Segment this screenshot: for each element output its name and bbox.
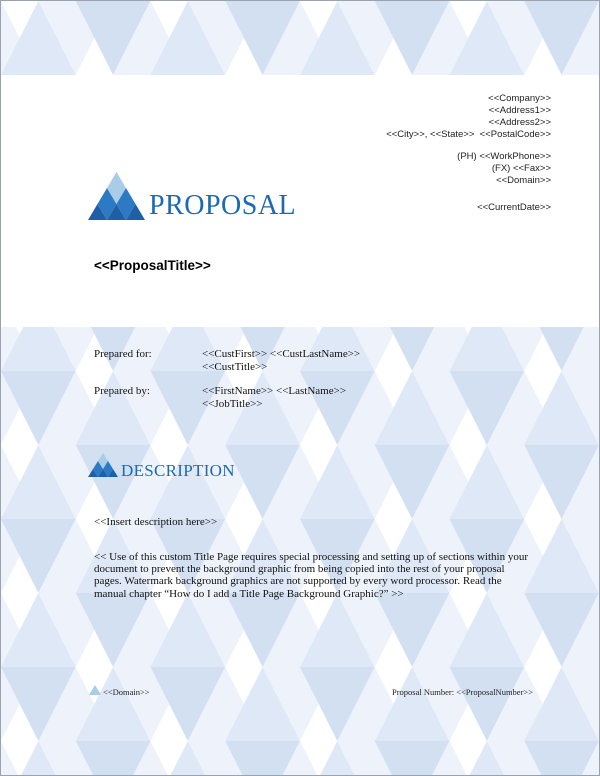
prepared-by-value (202, 385, 346, 411)
prepared-for-title: <<CustTitle>> (202, 361, 268, 373)
city-state-postal-field: <<City>>, <<State>> <<PostalCode>> (386, 129, 551, 140)
pattern-triangle (263, 75, 338, 149)
pattern-triangle (300, 149, 375, 223)
footer-domain: <<Domain>> (103, 687, 150, 697)
pattern-triangle (1, 149, 38, 223)
pattern-triangle (76, 75, 151, 149)
pattern-triangle (300, 75, 375, 149)
proposal-logo-text: PROPOSAL (149, 190, 297, 221)
pattern-triangle (263, 223, 338, 297)
prepared-for-label: Prepared for: (94, 348, 152, 360)
pattern-triangle (188, 75, 263, 149)
logo-top-triangle (107, 172, 126, 188)
address2-field: <<Address2>> (488, 117, 551, 128)
pattern-triangle (562, 75, 599, 149)
pattern-triangle (38, 75, 113, 149)
pattern-triangle (1, 75, 38, 149)
footer-triangle-icon (89, 685, 101, 695)
footer-proposal-number: Proposal Number: <<ProposalNumber>> (392, 687, 533, 697)
description-placeholder: <<Insert description here>> (94, 516, 218, 528)
pattern-triangle (225, 223, 300, 297)
address-block (386, 93, 551, 187)
triangle-logo-icon (88, 172, 145, 220)
prepared-by-name: <<FirstName>> <<LastName>> (202, 385, 347, 397)
pattern-triangle (337, 223, 412, 297)
description-heading: DESCRIPTION (121, 461, 235, 480)
pattern-triangle (1, 223, 38, 297)
pattern-triangle (300, 223, 375, 297)
pattern-triangle (562, 149, 599, 223)
prepared-for-value (202, 348, 360, 374)
prepared-for-name: <<CustFirst>> <<CustLastName>> (202, 348, 361, 360)
pattern-triangle (487, 223, 562, 297)
pattern-triangle (113, 75, 188, 149)
prepared-by-label: Prepared by: (94, 385, 150, 397)
pattern-triangle (412, 223, 487, 297)
company-field: <<Company>> (488, 93, 551, 104)
description-triangle-icon (88, 453, 118, 477)
address1-field: <<Address1>> (488, 105, 551, 116)
pattern-triangle (225, 75, 300, 149)
proposal-title: <<ProposalTitle>> (94, 258, 211, 273)
pattern-triangle (524, 223, 599, 297)
domain-field: <<Domain>> (496, 175, 551, 186)
fax-field: (FX) <<Fax>> (491, 163, 551, 174)
pattern-triangle (375, 223, 450, 297)
description-body: << Use of this custom Title Page requires special processing and setting up of sections within your document to prevent the background graphic from being copied into the rest of your proposal pages. Watermark background graphics are not supported by every word processor. Read the manual chapter “How do I add a Title Page Background Graphic?” >> (94, 551, 529, 600)
pattern-triangle (1, 75, 76, 149)
pattern-triangle (450, 223, 525, 297)
pattern-triangle (1, 149, 76, 223)
pattern-triangle (151, 75, 226, 149)
phone-field: (PH) <<WorkPhone>> (457, 151, 551, 162)
pattern-triangle (562, 223, 599, 297)
prepared-by-title: <<JobTitle>> (202, 398, 263, 410)
pattern-triangle (1, 223, 76, 297)
current-date-field: <<CurrentDate>> (477, 202, 551, 213)
